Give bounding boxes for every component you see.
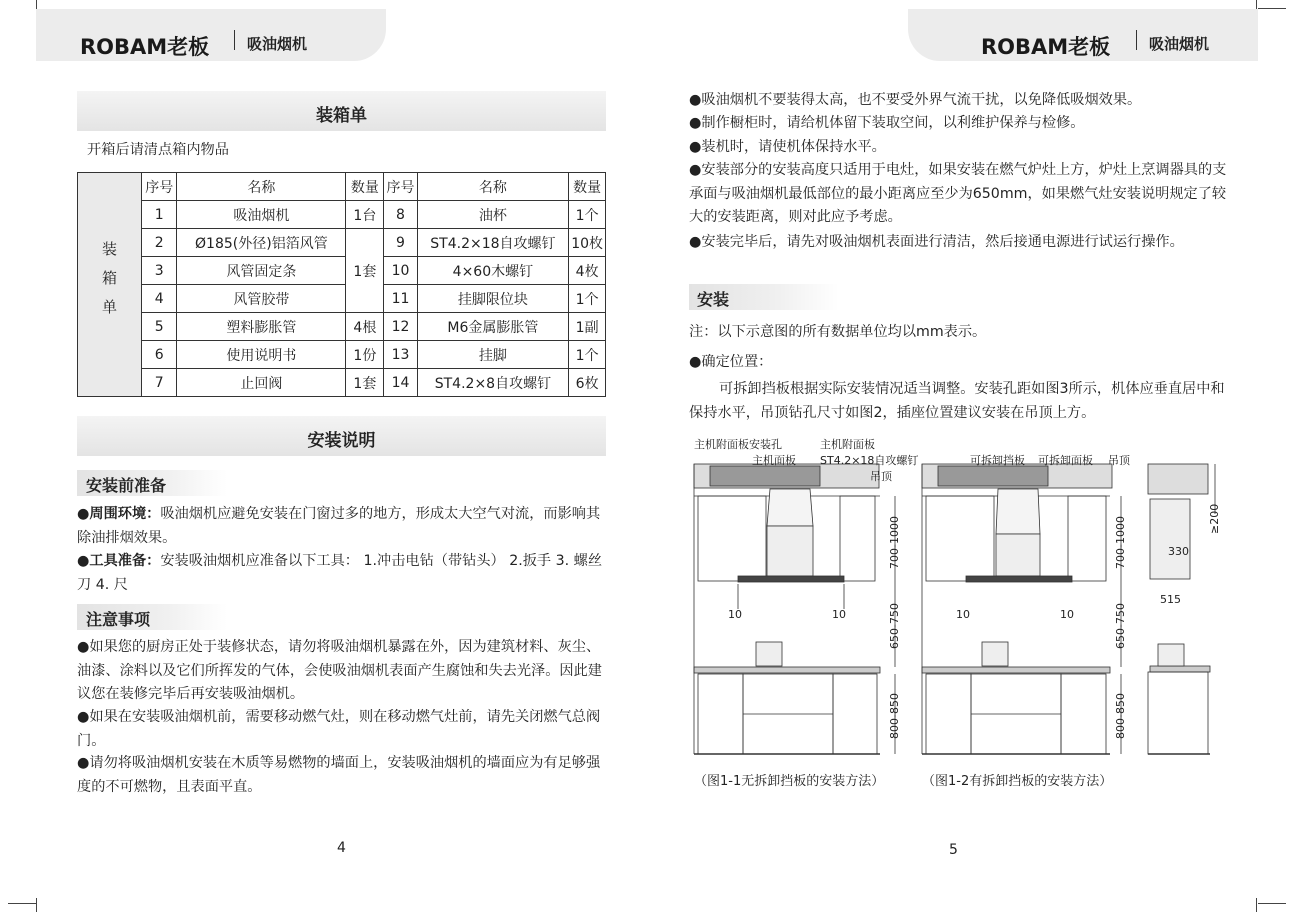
right-bullet: ●安装完毕后，请先对吸油烟机表面进行清洁，然后接通电源进行试运行操作。 bbox=[689, 234, 1184, 250]
crop-mark bbox=[36, 898, 37, 912]
dim-gap: 10 bbox=[956, 608, 970, 621]
dim-gap: 10 bbox=[728, 608, 742, 621]
cell-qty: 1个 bbox=[569, 201, 606, 229]
dim-side-top: ≥200 bbox=[1208, 503, 1221, 534]
side-ceiling bbox=[1148, 464, 1208, 494]
cell-name: Ø185(外径)铝箔风管 bbox=[177, 229, 346, 257]
duct-grille bbox=[938, 466, 1048, 486]
side-countertop bbox=[1150, 666, 1210, 672]
label-ceiling-2: 吊顶 bbox=[1108, 454, 1130, 467]
dim-650-750: 650-750 bbox=[888, 603, 901, 649]
side-pot bbox=[1158, 644, 1184, 666]
header-product: 吸油烟机 bbox=[1149, 35, 1210, 53]
table-row bbox=[78, 201, 606, 229]
prep-tools bbox=[77, 550, 612, 597]
table-row bbox=[78, 341, 606, 369]
table-row bbox=[78, 285, 606, 313]
env-text: 吸油烟机应避免安装在门窗过多的地方，形成太大空气对流，而影响其除油排烟效果。 bbox=[77, 506, 601, 546]
cell-qty: 4枚 bbox=[569, 257, 606, 285]
header-divider bbox=[1136, 30, 1137, 50]
table-header-row bbox=[78, 173, 606, 201]
brand-logo: ROBAM老板 bbox=[981, 35, 1111, 59]
installation-diagram bbox=[680, 434, 1225, 774]
prep-environment bbox=[77, 503, 609, 550]
pot bbox=[756, 642, 782, 666]
cell-name: ST4.2×18自攻螺钉 bbox=[417, 229, 569, 257]
cell-name: ST4.2×8自攻螺钉 bbox=[417, 369, 569, 397]
cell-index: 4 bbox=[142, 285, 177, 313]
table-row bbox=[78, 257, 606, 285]
brand-logo: ROBAM老板 bbox=[80, 35, 210, 59]
col-header: 数量 bbox=[569, 173, 606, 201]
hood-panel bbox=[738, 576, 844, 582]
cell-name: 挂脚 bbox=[417, 341, 569, 369]
position-title: ●确定位置： bbox=[689, 354, 773, 370]
cell-qty: 4根 bbox=[346, 313, 384, 341]
tools-text: 安装吸油烟机应准备以下工具： 1.冲击电钻（带钻头） 2.扳手 3. 螺丝刀 4. 尺 bbox=[77, 553, 603, 593]
cell-name: 止回阀 bbox=[177, 369, 346, 397]
cell-qty: 10枚 bbox=[569, 229, 606, 257]
caption-fig-1-2: （图1-2有拆卸挡板的安装方法） bbox=[922, 774, 1113, 789]
cell-index: 3 bbox=[142, 257, 177, 285]
col-header: 名称 bbox=[417, 173, 569, 201]
duct bbox=[767, 489, 813, 526]
cell-name: 塑料膨胀管 bbox=[177, 313, 346, 341]
page-number-left: 4 bbox=[337, 840, 346, 856]
cell-name: 吸油烟机 bbox=[177, 201, 346, 229]
dim-800-850: 800-850 bbox=[1114, 693, 1127, 739]
right-lower-cabinet bbox=[1061, 674, 1106, 754]
label-panel-hole: 主机附面板安装孔 bbox=[694, 438, 782, 451]
left-lower-cabinet bbox=[698, 674, 743, 754]
cell-index: 7 bbox=[142, 369, 177, 397]
crop-mark bbox=[8, 903, 36, 904]
packing-table bbox=[77, 172, 606, 397]
install-section-title: 安装 bbox=[697, 290, 730, 309]
label-main-panel: 主机面板 bbox=[752, 454, 796, 467]
cell-name: 使用说明书 bbox=[177, 341, 346, 369]
label-removable-panel: 可拆卸面板 bbox=[1038, 454, 1093, 467]
table-row bbox=[78, 229, 606, 257]
left-upper-cabinet bbox=[698, 496, 766, 581]
col-header: 名称 bbox=[177, 173, 346, 201]
cell-index: 13 bbox=[384, 341, 417, 369]
notes-title: 注意事项 bbox=[86, 610, 151, 629]
cell-name: 油杯 bbox=[417, 201, 569, 229]
duct-grille bbox=[710, 466, 820, 486]
cell-index: 2 bbox=[142, 229, 177, 257]
label-ceiling: 吊顶 bbox=[870, 470, 892, 483]
crop-mark bbox=[1258, 8, 1286, 9]
note-item: ●如果在安装吸油烟机前，需要移动燃气灶，则在移动燃气灶前，请先关闭燃气总阀门。 bbox=[77, 709, 601, 749]
header-divider bbox=[234, 30, 235, 50]
dim-gap: 10 bbox=[1060, 608, 1074, 621]
side-view bbox=[1148, 464, 1215, 754]
cell-index: 1 bbox=[142, 201, 177, 229]
hood-body bbox=[767, 526, 813, 576]
left-upper-cabinet bbox=[926, 496, 994, 581]
crop-mark bbox=[1258, 903, 1286, 904]
figure-1-2 bbox=[922, 464, 1121, 754]
pot bbox=[982, 642, 1008, 666]
dim-gap: 10 bbox=[832, 608, 846, 621]
dim-side-bottom: 515 bbox=[1160, 593, 1181, 606]
caption-fig-1-1: （图1-1无拆卸挡板的安装方法） bbox=[694, 774, 885, 789]
install-instructions-title: 安装说明 bbox=[307, 431, 376, 451]
dim-700-1000: 700-1000 bbox=[1114, 516, 1127, 569]
cell-qty: 1个 bbox=[569, 341, 606, 369]
right-bullet: ●吸油烟机不要装得太高，也不要受外界气流干扰，以免降低吸烟效果。 bbox=[689, 92, 1142, 108]
cell-index: 14 bbox=[384, 369, 417, 397]
prep-title: 安装前准备 bbox=[86, 476, 167, 495]
cell-index: 9 bbox=[384, 229, 417, 257]
side-cabinet bbox=[1148, 672, 1208, 754]
position-text: 可拆卸挡板根据实际安装情况适当调整。安装孔距如图3所示，机体应垂直居中和保持水平，吊顶钻孔尺寸如图2，插座位置建议安装在吊顶上方。 bbox=[689, 381, 1225, 421]
cell-qty: 1套 bbox=[346, 229, 384, 313]
packing-side-label-cell bbox=[78, 173, 142, 397]
note-item: ●请勿将吸油烟机安装在木质等易燃物的墙面上，安装吸油烟机的墙面应为有足够强度的不可燃物，且表面平直。 bbox=[77, 755, 601, 795]
right-bullet: ●安装部分的安装高度只适用于电灶，如果安装在燃气炉灶上方，炉灶上烹调器具的支承面与吸油烟机最低部位的最小距离应至少为650mm，如果燃气灶安装说明规定了较大的安装距离，则对此应予考虑。 bbox=[689, 162, 1227, 225]
side-hood bbox=[1150, 499, 1190, 579]
table-row bbox=[78, 313, 606, 341]
col-header: 数量 bbox=[346, 173, 384, 201]
cell-index: 12 bbox=[384, 313, 417, 341]
cell-index: 6 bbox=[142, 341, 177, 369]
label-screw: ST4.2×18自攻螺钉 bbox=[820, 454, 919, 467]
dim-650-750: 650-750 bbox=[1114, 603, 1127, 649]
table-row bbox=[78, 369, 606, 397]
cell-name: 风管胶带 bbox=[177, 285, 346, 313]
dim-side-mid: 330 bbox=[1168, 545, 1189, 558]
right-bullet: ●装机时，请使机体保持水平。 bbox=[689, 139, 886, 155]
cell-name: 4×60木螺钉 bbox=[417, 257, 569, 285]
dim-700-1000: 700-1000 bbox=[888, 516, 901, 569]
packing-title: 装箱单 bbox=[316, 106, 367, 126]
cell-name: 挂脚限位块 bbox=[417, 285, 569, 313]
env-label: ●周围环境： bbox=[77, 506, 161, 522]
cell-qty: 6枚 bbox=[569, 369, 606, 397]
cell-index: 11 bbox=[384, 285, 417, 313]
page-number-right: 5 bbox=[949, 842, 958, 858]
header-product: 吸油烟机 bbox=[247, 35, 308, 53]
cell-qty: 1个 bbox=[569, 285, 606, 313]
label-panel: 主机附面板 bbox=[820, 438, 875, 451]
figure-1-1 bbox=[694, 464, 895, 754]
cell-index: 8 bbox=[384, 201, 417, 229]
packing-side-label: 装箱单 bbox=[100, 241, 118, 328]
units-note: 注：以下示意图的所有数据单位均以mm表示。 bbox=[689, 324, 987, 340]
right-bullet: ●制作橱柜时，请给机体留下装取空间，以利维护保养与检修。 bbox=[689, 115, 1085, 131]
cell-name: 风管固定条 bbox=[177, 257, 346, 285]
hood-panel bbox=[966, 576, 1072, 582]
right-upper-cabinet bbox=[1068, 496, 1106, 581]
left-lower-cabinet bbox=[926, 674, 971, 754]
cell-qty: 1份 bbox=[346, 341, 384, 369]
right-upper-cabinet bbox=[840, 496, 875, 581]
hood-body bbox=[996, 534, 1040, 576]
cell-index: 5 bbox=[142, 313, 177, 341]
crop-mark bbox=[1256, 898, 1257, 912]
right-lower-cabinet bbox=[833, 674, 877, 754]
cell-qty: 1台 bbox=[346, 201, 384, 229]
cell-qty: 1副 bbox=[569, 313, 606, 341]
packing-intro: 开箱后请清点箱内物品 bbox=[87, 142, 229, 158]
countertop bbox=[694, 667, 880, 673]
col-header: 序号 bbox=[384, 173, 417, 201]
tools-label: ●工具准备： bbox=[77, 553, 161, 569]
duct bbox=[996, 489, 1040, 534]
cell-name: M6金属膨胀管 bbox=[417, 313, 569, 341]
dim-800-850: 800-850 bbox=[888, 693, 901, 739]
countertop bbox=[922, 667, 1110, 673]
note-item: ●如果您的厨房正处于装修状态，请勿将吸油烟机暴露在外，因为建筑材料、灰尘、油漆、涂料以及它们所挥发的气体，会使吸油烟机表面产生腐蚀和失去光泽。因此建议您在装修完毕后再安装吸油烟机。 bbox=[77, 639, 602, 702]
label-removable-baffle: 可拆卸挡板 bbox=[970, 454, 1025, 467]
col-header: 序号 bbox=[142, 173, 177, 201]
cell-index: 10 bbox=[384, 257, 417, 285]
cell-qty: 1套 bbox=[346, 369, 384, 397]
